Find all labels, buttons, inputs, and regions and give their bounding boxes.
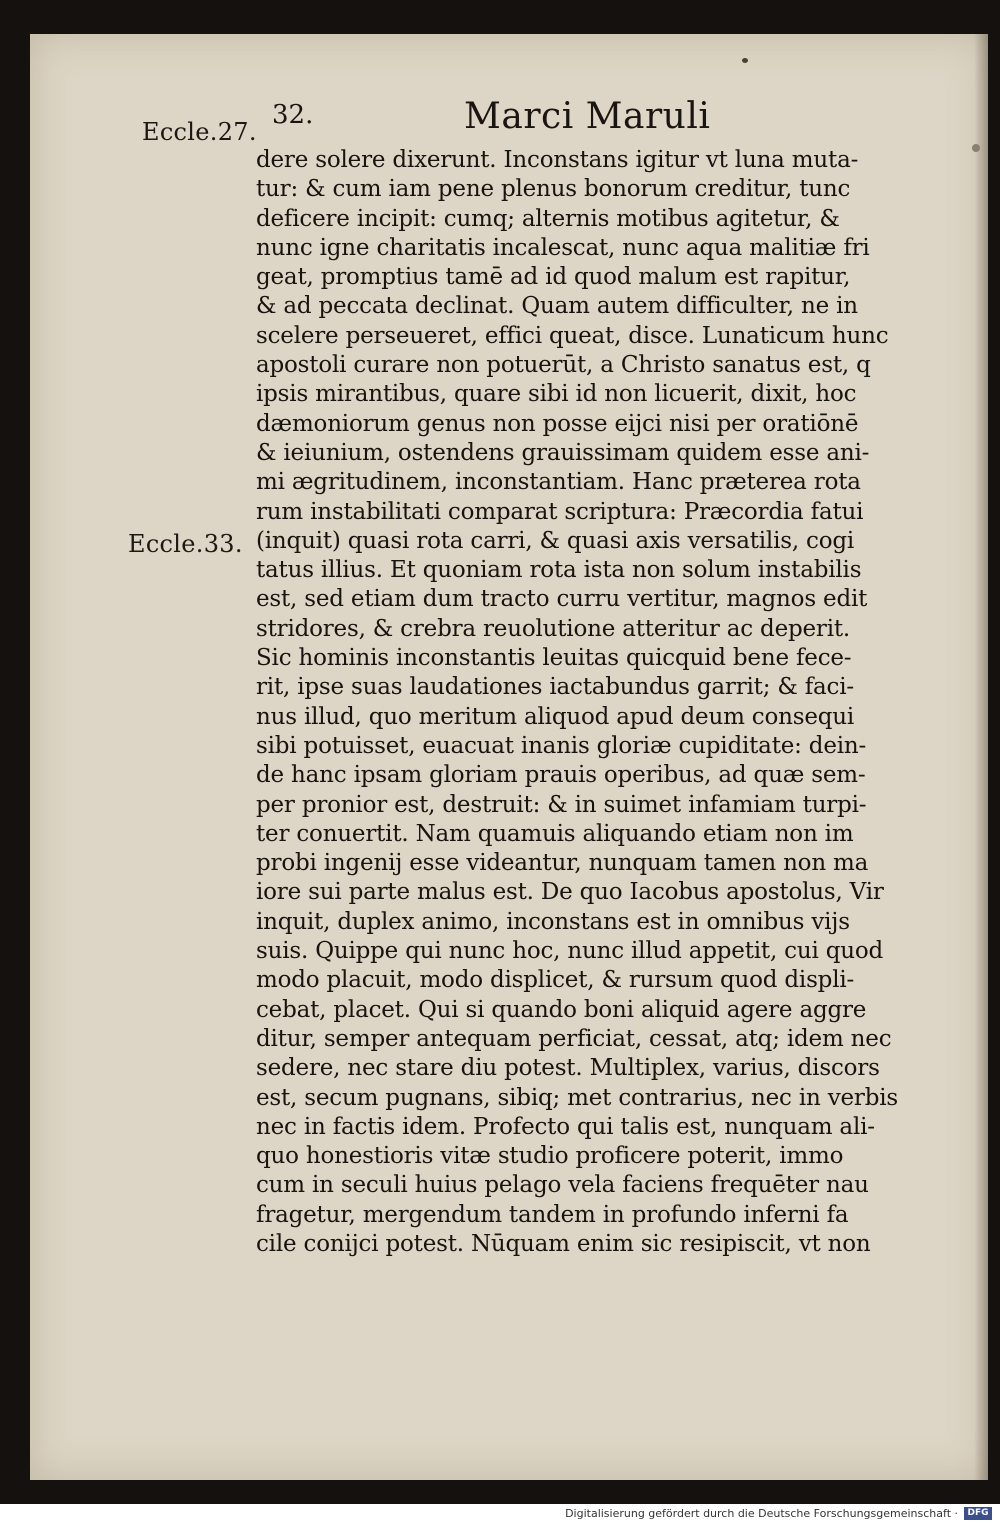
text-line: stridores, & crebra reuolutione atteritur ac deperit. — [256, 615, 851, 642]
text-line: Sic hominis inconstantis leuitas quicquid bene fece- — [256, 645, 852, 672]
text-line: & ad peccata declinat. Quam autem difficulter, ne in — [256, 293, 858, 320]
text-line: cile conijci potest. Nūquam enim sic resipiscit, vt non — [256, 1230, 871, 1257]
text-line: nunc igne charitatis incalescat, nunc aqua malitiæ fri — [256, 234, 870, 261]
body-text — [256, 146, 916, 1259]
text-line: rit, ipse suas laudationes iactabundus garrit; & faci- — [256, 674, 854, 701]
text-line: suis. Quippe qui nunc hoc, nunc illud appetit, cui quod — [256, 938, 884, 965]
page-header — [272, 96, 912, 136]
text-line: rum instabilitati comparat scriptura: Præcordia fatui — [256, 498, 864, 525]
text-line: cebat, placet. Qui si quando boni aliquid agere aggre — [256, 996, 867, 1023]
text-line: cum in seculi huius pelago vela faciens frequēter nau — [256, 1172, 869, 1199]
text-line: nus illud, quo meritum aliquod apud deum consequi — [256, 703, 855, 730]
text-line: tur: & cum iam pene plenus bonorum creditur, tunc — [256, 176, 851, 203]
marginal-note: Eccle.33. — [128, 530, 243, 558]
text-line: & ieiunium, ostendens grauissimam quidem esse ani- — [256, 439, 870, 466]
text-line: fragetur, mergendum tandem in profundo inferni fa — [256, 1201, 849, 1228]
text-line: nec in factis idem. Profecto qui talis est, nunquam ali- — [256, 1113, 875, 1140]
text-line: dere solere dixerunt. Inconstans igitur vt luna muta- — [256, 147, 859, 173]
text-line: ditur, semper antequam perficiat, cessat, atq; idem nec — [256, 1025, 892, 1052]
text-line: per pronior est, destruit: & in suimet infamiam turpi- — [256, 791, 867, 818]
text-line: geat, promptius tamē ad id quod malum est rapitur, — [256, 264, 851, 291]
page-number: 32. — [272, 100, 314, 130]
text-line: sibi potuisset, euacuat inanis gloriæ cupiditate: dein- — [256, 732, 867, 759]
page-blemish — [972, 144, 980, 152]
digitization-credit: Digitalisierung gefördert durch die Deutsche Forschungsgemeinschaft · — [565, 1507, 958, 1520]
text-line: apostoli curare non potuerūt, a Christo sanatus est, q — [256, 352, 871, 379]
running-head: Marci Maruli — [464, 96, 711, 137]
text-line: est, secum pugnans, sibiq; met contrarius, nec in verbis — [256, 1084, 898, 1111]
text-line: de hanc ipsam gloriam prauis operibus, ad quæ sem- — [256, 762, 866, 789]
marginal-note: Eccle.27. — [142, 118, 257, 146]
text-line: quo honestioris vitæ studio proficere poterit, immo — [256, 1143, 844, 1170]
page-edge-shadow — [974, 34, 988, 1480]
footer-bar — [0, 1504, 1000, 1524]
page-blemish — [742, 58, 748, 63]
text-line: dæmoniorum genus non posse eijci nisi per oratiōnē — [256, 410, 859, 437]
text-line: sedere, nec stare diu potest. Multiplex, varius, discors — [256, 1055, 880, 1082]
text-line: ter conuertit. Nam quamuis aliquando etiam non im — [256, 820, 854, 847]
text-line: iore sui parte malus est. De quo Iacobus apostolus, Vir — [256, 879, 884, 906]
text-line: inquit, duplex animo, inconstans est in omnibus vijs — [256, 908, 850, 935]
text-line: probi ingenij esse videantur, nunquam tamen non ma — [256, 850, 869, 877]
text-line: (inquit) quasi rota carri, & quasi axis versatilis, cogi — [256, 527, 855, 554]
text-line: scelere perseueret, effici queat, disce. Lunaticum hunc — [256, 322, 889, 349]
dfg-logo: DFG — [964, 1507, 992, 1520]
text-line: modo placuit, modo displicet, & rursum quod displi- — [256, 967, 855, 994]
text-line: tatus illius. Et quoniam rota ista non solum instabilis — [256, 557, 862, 584]
text-line: ipsis mirantibus, quare sibi id non licuerit, dixit, hoc — [256, 381, 857, 408]
text-line: mi ægritudinem, inconstantiam. Hanc præterea rota — [256, 469, 861, 496]
text-line: deficere incipit: cumq; alternis motibus agitetur, & — [256, 205, 840, 232]
text-line: est, sed etiam dum tracto curru vertitur, magnos edit — [256, 586, 868, 613]
